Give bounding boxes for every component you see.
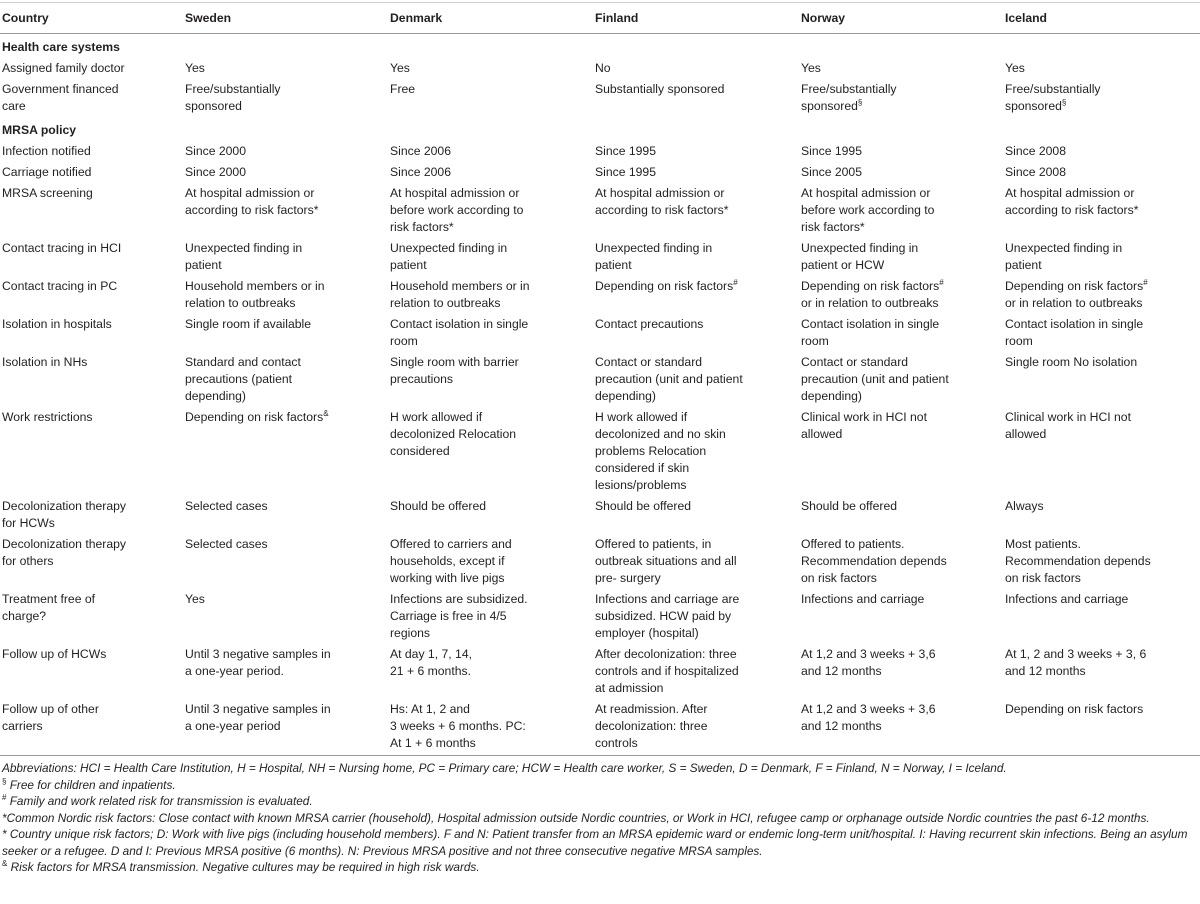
header-iceland: Iceland [1003, 3, 1200, 34]
cell-denmark: Free [390, 82, 416, 96]
cell-finland: Offered to patients, in outbreak situations and all pre- surgery [595, 537, 737, 585]
cell-norway: Since 2005 [801, 165, 862, 179]
section-header-row [0, 34, 1200, 59]
footnote [2, 859, 1198, 876]
table-header-row [0, 3, 1200, 34]
cell-denmark: Offered to carriers and households, except if working with live pigs [390, 537, 512, 585]
cell-denmark: Infections are subsidized. Carriage is free in 4/5 regions [390, 592, 528, 640]
row-label: Carriage notified [2, 165, 92, 179]
cell-norway: Clinical work in HCI not allowed [801, 410, 927, 441]
footnote [2, 777, 1198, 794]
cell-finland: Infections and carriage are subsidized. HCW paid by employer (hospital) [595, 592, 740, 640]
footnote-marker: # [939, 278, 944, 287]
row-label: Decolonization therapy for others [2, 537, 126, 568]
cell-iceland: Since 2008 [1005, 165, 1066, 179]
cell-iceland: At 1, 2 and 3 weeks + 3, 6 and 12 months [1005, 647, 1147, 678]
row-label: Treatment free of charge? [2, 592, 96, 623]
row-label: Follow up of HCWs [2, 647, 107, 661]
cell-sweden: Free/substantially sponsored [185, 82, 281, 113]
table-row [0, 496, 1200, 534]
cell-finland: Substantially sponsored [595, 82, 725, 96]
cell-finland: No [595, 61, 611, 75]
cell-norway: Contact isolation in single room [801, 317, 940, 348]
footnote [2, 793, 1198, 810]
footnote-text: Risk factors for MRSA transmission. Negative cultures may be required in high risk wards. [7, 860, 480, 874]
cell-iceland: Contact isolation in single room [1005, 317, 1144, 348]
table-row [0, 162, 1200, 183]
cell-denmark: At hospital admission or before work according to risk factors* [390, 186, 524, 234]
cell-denmark: At day 1, 7, 14, 21 + 6 months. [390, 647, 472, 678]
cell-denmark: Since 2006 [390, 165, 451, 179]
cell-iceland: At hospital admission or according to risk factors* [1005, 186, 1139, 217]
cell-sweden: At hospital admission or according to risk factors* [185, 186, 319, 217]
cell-sweden: Yes [185, 592, 205, 606]
cell-norway: Since 1995 [801, 144, 862, 158]
cell-norway: Should be offered [801, 499, 898, 513]
footnote-marker: & [2, 859, 8, 868]
cell-finland: Since 1995 [595, 144, 656, 158]
cell-denmark: Should be offered [390, 499, 487, 513]
cell-denmark: Since 2006 [390, 144, 451, 158]
cell-sweden: Until 3 negative samples in a one-year period. [185, 647, 331, 678]
row-label: Isolation in hospitals [2, 317, 112, 331]
cell-denmark: Contact isolation in single room [390, 317, 529, 348]
cell-finland: Contact precautions [595, 317, 704, 331]
cell-iceland: Always [1005, 499, 1044, 513]
cell-sweden: Yes [185, 61, 205, 75]
row-label: MRSA screening [2, 186, 93, 200]
mrsa-policy-table [0, 2, 1200, 756]
cell-finland: H work allowed if decolonized and no skin problems Relocation considered if skin lesions/problems [595, 410, 726, 492]
table-row [0, 407, 1200, 496]
cell-norway: Yes [801, 61, 821, 75]
cell-finland: Should be offered [595, 499, 692, 513]
cell-iceland: Depending on risk factors [1003, 699, 1200, 756]
footnote-text: Free for children and inpatients. [6, 777, 176, 792]
cell-sweden: Until 3 negative samples in a one-year period [183, 699, 388, 756]
cell-norway: Free/substantially sponsored§ [801, 82, 897, 113]
cell-iceland: Free/substantially sponsored§ [1005, 82, 1101, 113]
row-label: Contact tracing in HCI [2, 241, 122, 255]
cell-finland: Since 1995 [595, 165, 656, 179]
row-label: Government financed care [2, 82, 119, 113]
cell-finland: After decolonization: three controls and if hospitalized at admission [595, 647, 739, 695]
row-label: Decolonization therapy for HCWs [2, 499, 126, 530]
footnote-text: Abbreviations: HCI = Health Care Institution, H = Hospital, NH = Nursing home, PC = Primary care; HCW = Health care worker, S = Sweden, D = Denmark, F = Finland, N = Norway, I = Iceland. [2, 761, 1007, 775]
header-finland: Finland [593, 3, 799, 34]
row-label: Infection notified [2, 144, 91, 158]
cell-sweden: Unexpected finding in patient [185, 241, 303, 272]
cell-norway: Infections and carriage [801, 592, 925, 606]
header-sweden: Sweden [183, 3, 388, 34]
footnote-marker: # [733, 278, 738, 287]
footnote [2, 810, 1198, 827]
cell-iceland: Since 2008 [1005, 144, 1066, 158]
footnote [2, 826, 1198, 859]
cell-denmark: Single room with barrier precautions [390, 355, 519, 386]
footnote-marker: § [857, 98, 863, 107]
cell-norway: At 1,2 and 3 weeks + 3,6 and 12 months [799, 699, 1003, 756]
header-denmark: Denmark [388, 3, 593, 34]
row-label: Isolation in NHs [2, 355, 88, 369]
table-body [0, 34, 1200, 756]
cell-denmark: Household members or in relation to outbreaks [390, 279, 530, 310]
row-label: Work restrictions [2, 410, 93, 424]
table-row [0, 534, 1200, 589]
cell-norway: At hospital admission or before work according to risk factors* [801, 186, 935, 234]
table-row [0, 352, 1200, 407]
cell-norway: Unexpected finding in patient or HCW [801, 241, 919, 272]
cell-sweden: Since 2000 [185, 165, 246, 179]
cell-norway: Contact or standard precaution (unit and patient depending) [801, 355, 949, 403]
table-row [0, 699, 1200, 756]
section-title: MRSA policy [2, 123, 77, 137]
cell-norway: Depending on risk factors# or in relation to outbreaks [801, 278, 944, 310]
section-title: Health care systems [2, 40, 120, 54]
table-row [0, 183, 1200, 238]
row-label: Assigned family doctor [2, 61, 125, 75]
cell-norway: Offered to patients. Recommendation depends on risk factors [801, 537, 947, 585]
table-row [0, 644, 1200, 699]
footnote-text: *Common Nordic risk factors: Close contact with known MRSA carrier (household), Hospital admission outside Nordic countries, or Work in HCI, refugee camp or orphanage outside Nordic countries the past 6-12 months. [2, 810, 1150, 825]
cell-iceland: Infections and carriage [1005, 592, 1129, 606]
cell-sweden: Household members or in relation to outbreaks [185, 279, 325, 310]
table-row [0, 58, 1200, 79]
footnote-marker: § [1061, 98, 1067, 107]
table-row [0, 276, 1200, 314]
cell-denmark: Unexpected finding in patient [390, 241, 508, 272]
cell-norway: At 1,2 and 3 weeks + 3,6 and 12 months [801, 647, 936, 678]
cell-denmark: Hs: At 1, 2 and 3 weeks + 6 months. PC: At 1 + 6 months [388, 699, 593, 756]
table-row [0, 141, 1200, 162]
header-norway: Norway [799, 3, 1003, 34]
cell-finland: At hospital admission or according to risk factors* [595, 186, 729, 217]
cell-finland: Unexpected finding in patient [595, 241, 713, 272]
footnote-marker: § [2, 776, 7, 786]
cell-iceland: Single room No isolation [1005, 355, 1138, 369]
cell-sweden: Standard and contact precautions (patient depending) [185, 355, 301, 403]
cell-sweden: Single room if available [185, 317, 312, 331]
cell-finland: Depending on risk factors# [595, 278, 738, 293]
footnote-text: * Country unique risk factors; D: Work with live pigs (including household members). F and N: Patient transfer from an MRSA epidemic ward or endemic long-term unit/hospital. I: Having recurrent skin infections. Being an asylum seeker or a refugee. D and I: Previous MRSA positive (6 months). N: Previous MRSA positive and not three consecutive negative MRSA samples. [2, 827, 1188, 858]
cell-sweden: Depending on risk factors& [185, 409, 329, 424]
table-row [0, 589, 1200, 644]
footnote-text: Family and work related risk for transmission is evaluated. [6, 794, 313, 808]
footnote-marker: & [323, 409, 329, 418]
cell-iceland: Unexpected finding in patient [1005, 241, 1123, 272]
cell-iceland: Depending on risk factors# or in relation to outbreaks [1005, 278, 1148, 310]
cell-finland: Contact or standard precaution (unit and patient depending) [595, 355, 743, 403]
row-label: Contact tracing in PC [2, 279, 118, 293]
cell-iceland: Most patients. Recommendation depends on risk factors [1005, 537, 1151, 585]
cell-sweden: Selected cases [185, 537, 268, 551]
row-label: Follow up of other carriers [0, 699, 183, 756]
table-row [0, 79, 1200, 117]
cell-iceland: Yes [1005, 61, 1025, 75]
cell-iceland: Clinical work in HCI not allowed [1005, 410, 1131, 441]
table-footnotes [0, 756, 1200, 876]
header-country: Country [0, 3, 183, 34]
footnote-marker: # [2, 793, 7, 802]
footnote [2, 760, 1198, 777]
table-row [0, 238, 1200, 276]
table-row [0, 314, 1200, 352]
cell-denmark: H work allowed if decolonized Relocation considered [390, 410, 517, 458]
cell-sweden: Since 2000 [185, 144, 246, 158]
cell-denmark: Yes [390, 61, 410, 75]
footnote-marker: # [1143, 278, 1148, 287]
section-header-row [0, 117, 1200, 141]
cell-finland: At readmission. After decolonization: three controls [593, 699, 799, 756]
cell-sweden: Selected cases [185, 499, 268, 513]
